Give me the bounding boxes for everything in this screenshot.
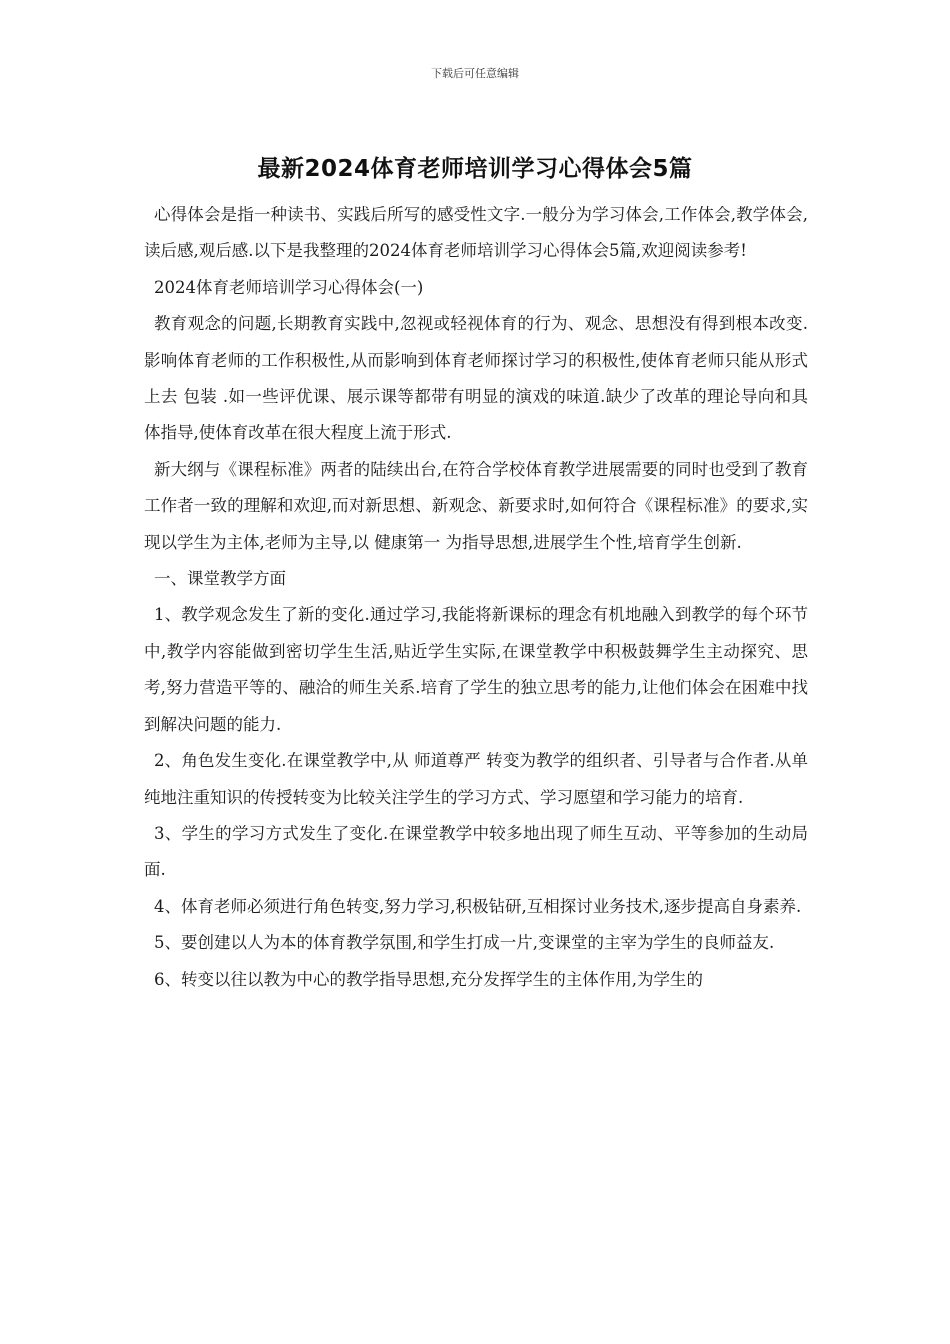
paragraph-new-syllabus: 新大纲与《课程标准》两者的陆续出台,在符合学校体育教学进展需要的同时也受到了教育工作者一致的理解和欢迎,而对新思想、新观念、新要求时,如何符合《课程标准》的要求,实现以学生为主体,老师为主导,以 健康第一 为指导思想,进展学生个性,培育学生创新. bbox=[144, 459, 808, 552]
list-item-2: 2、角色发生变化.在课堂教学中,从 师道尊严 转变为教学的组织者、引导者与合作者.从单纯地注重知识的传授转变为比较关注学生的学习方式、学习愿望和学习能力的培育. bbox=[144, 751, 808, 807]
section-heading-classroom: 一、课堂教学方面 bbox=[154, 569, 286, 589]
paragraph-intro: 心得体会是指一种读书、实践后所写的感受性文字.一般分为学习体会,工作体会,教学体会,读后感,观后感.以下是我整理的2024体育老师培训学习心得体会5篇,欢迎阅读参考! bbox=[144, 205, 808, 261]
paragraph-education-concept: 教育观念的问题,长期教育实践中,忽视或轻视体育的行为、观念、思想没有得到根本改变.影响体育老师的工作积极性,从而影响到体育老师探讨学习的积极性,使体育老师只能从形式上去 包装 .如一些评优课、展示课等都带有明显的演戏的味道.缺少了改革的理论导向和具体指导,使体育改革在很大程度上流于形式. bbox=[144, 314, 808, 443]
header-note: 下载后可任意编辑 bbox=[431, 67, 519, 80]
document-body bbox=[144, 197, 808, 998]
list-item-6: 6、转变以往以教为中心的教学指导思想,充分发挥学生的主体作用,为学生的 bbox=[154, 969, 703, 989]
document-title: 最新2024体育老师培训学习心得体会5篇 bbox=[257, 156, 693, 182]
list-item-4: 4、体育老师必须进行角色转变,努力学习,积极钻研,互相探讨业务技术,逐步提高自身素养. bbox=[154, 896, 802, 916]
list-item-3: 3、学生的学习方式发生了变化.在课堂教学中较多地出现了师生互动、平等参加的生动局面. bbox=[144, 823, 808, 880]
list-item-5: 5、要创建以人为本的体育教学氛围,和学生打成一片,变课堂的主宰为学生的良师益友. bbox=[154, 933, 775, 953]
section-heading-part-1: 2024体育老师培训学习心得体会(一) bbox=[154, 277, 424, 297]
list-item-1: 1、教学观念发生了新的变化.通过学习,我能将新课标的理念有机地融入到教学的每个环节中,教学内容能做到密切学生生活,贴近学生实际,在课堂教学中积极鼓舞学生主动探究、思考,努力营造平等的、融洽的师生关系.培育了学生的独立思考的能力,让他们体会在困难中找到解决问题的能力. bbox=[144, 605, 808, 734]
